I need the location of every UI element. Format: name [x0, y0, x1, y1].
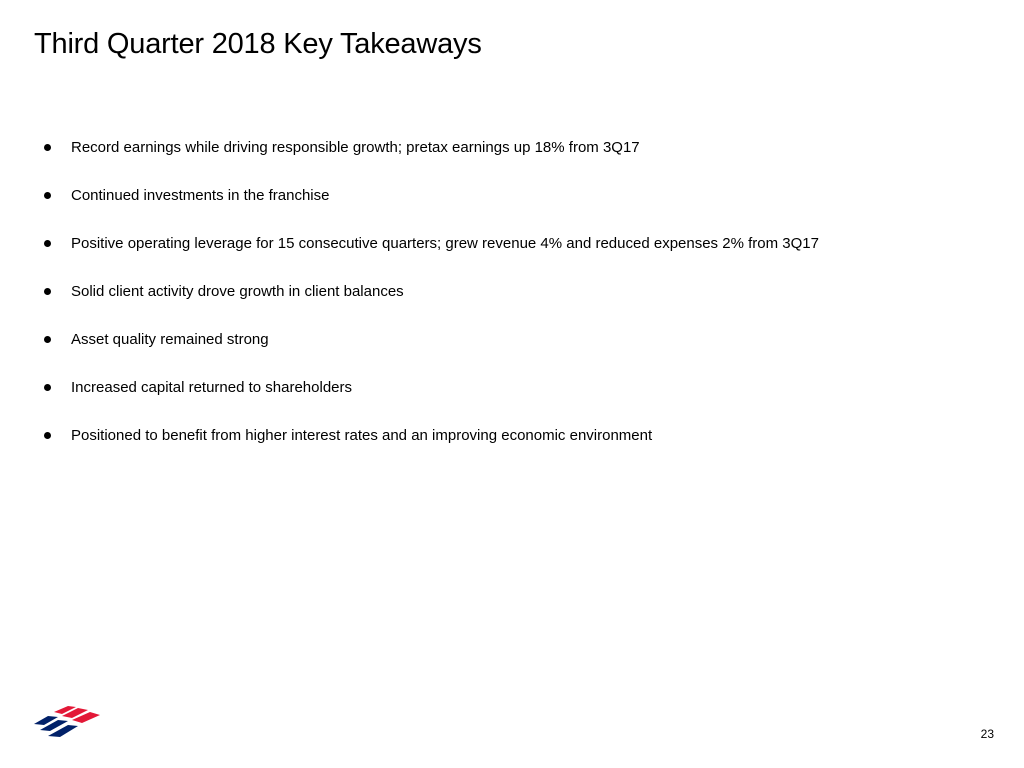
bullet-text: Asset quality remained strong [71, 331, 269, 348]
bullet-text: Positive operating leverage for 15 consecutive quarters; grew revenue 4% and reduced expenses 2% from 3Q17 [71, 235, 819, 252]
slide-title: Third Quarter 2018 Key Takeaways [34, 28, 482, 60]
list-item [44, 234, 984, 282]
bullet-icon [44, 288, 51, 295]
list-item [44, 186, 984, 234]
bullet-icon [44, 336, 51, 343]
list-item [44, 378, 984, 426]
list-item [44, 138, 984, 186]
list-item [44, 426, 984, 474]
bank-flag-logo-icon [32, 704, 102, 740]
page-number: 23 [980, 727, 994, 741]
bullet-text: Positioned to benefit from higher interest rates and an improving economic environment [71, 427, 653, 444]
bullet-icon [44, 144, 51, 151]
bullet-text: Record earnings while driving responsible growth; pretax earnings up 18% from 3Q17 [71, 139, 640, 156]
bullet-text: Continued investments in the franchise [71, 187, 330, 204]
bullet-icon [44, 384, 51, 391]
bullet-icon [44, 192, 51, 199]
bullet-icon [44, 240, 51, 247]
list-item [44, 282, 984, 330]
bullet-text: Solid client activity drove growth in client balances [71, 283, 404, 300]
takeaways-list [44, 138, 984, 474]
list-item [44, 330, 984, 378]
bullet-icon [44, 432, 51, 439]
bullet-text: Increased capital returned to shareholders [71, 379, 353, 396]
